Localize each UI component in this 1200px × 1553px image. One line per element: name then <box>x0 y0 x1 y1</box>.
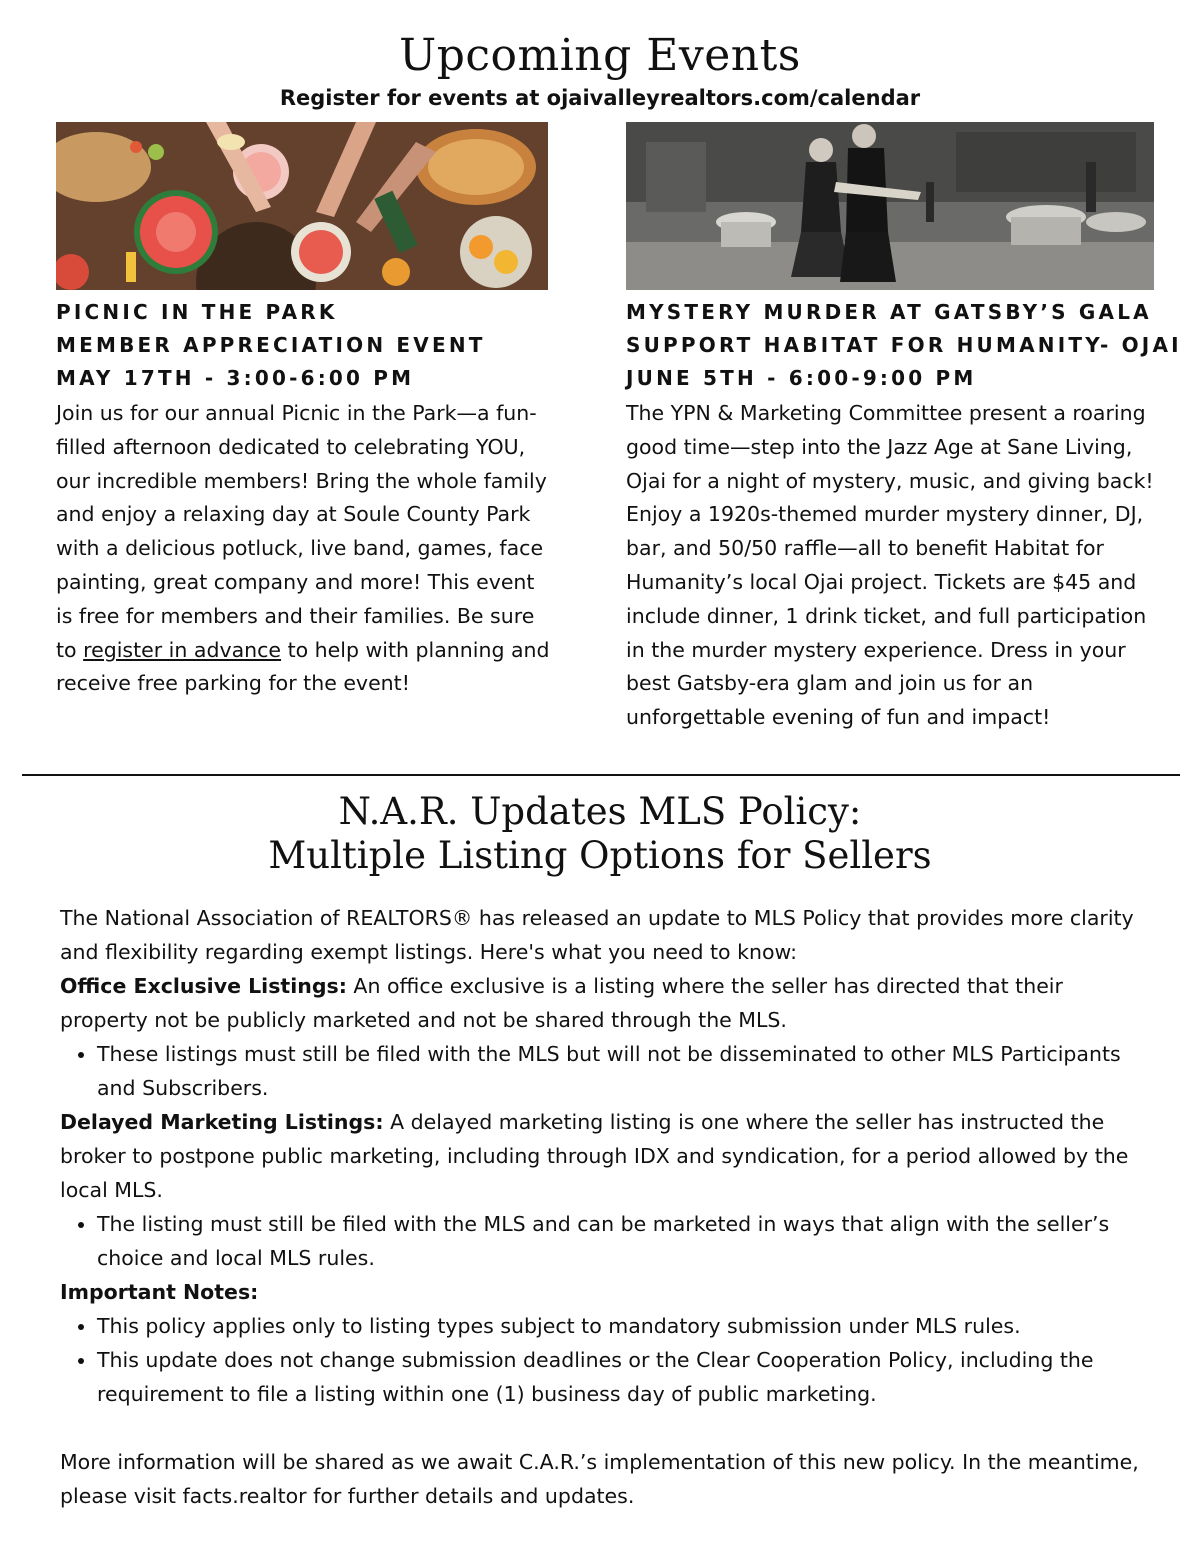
office-exclusive-text: An office exclusive is a listing where the seller has directed that their property not be publicly marketed and not be shared through the MLS. <box>60 974 1063 1032</box>
event-date: JUNE 5TH - 6:00-9:00 PM <box>626 366 977 390</box>
list-item: • This policy applies only to listing types subject to mandatory submission under MLS rules. <box>97 1309 1150 1343</box>
picnic-photo <box>56 122 548 290</box>
list-item: • The listing must still be filed with the MLS and can be marketed in ways that align with the seller’s choice and local MLS rules. <box>97 1207 1150 1275</box>
closing-paragraph: More information will be shared as we await C.A.R.’s implementation of this new policy. In the meantime, please visit facts.realtor for further details and updates. <box>60 1450 1139 1508</box>
event-date: MAY 17TH - 3:00-6:00 PM <box>56 366 415 390</box>
event-description-text-end: to help with planning and receive free parking for the event! <box>56 637 550 696</box>
article-intro: The National Association of REALTORS® has released an update to MLS Policy that provides more clarity and flexibility regarding exempt listings. Here's what you need to know: <box>60 906 1134 964</box>
event-subheading: MEMBER APPRECIATION EVENT <box>56 333 486 357</box>
office-exclusive-list <box>60 1037 1150 1105</box>
delayed-marketing-text: A delayed marketing listing is one where the seller has instructed the broker to postpone public marketing, including through IDX and syndication, for a period allowed by the local MLS. <box>60 1110 1129 1202</box>
list-item: • These listings must still be filed with the MLS but will not be disseminated to other MLS Participants and Subscribers. <box>97 1037 1150 1105</box>
article-title-line1: N.A.R. Updates MLS Policy: <box>338 790 862 833</box>
office-exclusive-label: Office Exclusive Listings: <box>60 974 347 998</box>
page-title: Upcoming Events <box>399 30 801 81</box>
important-notes-list <box>60 1309 1150 1411</box>
event-subheading: SUPPORT HABITAT FOR HUMANITY- OJAI <box>626 333 1182 357</box>
office-exclusive-paragraph <box>60 969 1150 1037</box>
event-description: The YPN & Marketing Committee present a roaring good time—step into the Jazz Age at Sane Living, Ojai for a night of mystery, music, and giving back! Enjoy a 1920s-themed murder mystery dinner, DJ, bar, and 50/50 raffle—all to benefit Habitat for Humanity’s local Ojai project. Tickets are $45 and include dinner, 1 drink ticket, and full participation in the murder mystery experience. Dress in your best Gatsby-era glam and join us for an unforgettable evening of fun and impact! <box>626 401 1154 730</box>
event-gatsby <box>626 296 1182 735</box>
article-title-line2: Multiple Listing Options for Sellers <box>268 834 932 877</box>
article-body <box>60 901 1150 1513</box>
important-notes-heading <box>60 1275 1150 1309</box>
event-heading: PICNIC IN THE PARK <box>56 300 338 324</box>
event-description <box>56 397 556 701</box>
important-notes-label: Important Notes: <box>60 1280 259 1304</box>
event-picnic <box>56 296 556 701</box>
delayed-marketing-label: Delayed Marketing Listings: <box>60 1110 384 1134</box>
register-subtitle: Register for events at ojaivalleyrealtors.com/calendar <box>279 86 921 110</box>
delayed-marketing-list <box>60 1207 1150 1275</box>
event-heading: MYSTERY MURDER AT GATSBY’S GALA <box>626 300 1152 324</box>
article-title <box>0 790 1200 878</box>
event-description-text: Join us for our annual Picnic in the Park—a fun-filled afternoon dedicated to celebrating YOU, our incredible members! Bring the whole family and enjoy a relaxing day at Soule County Park with a delicious potluck, live band, games, face painting, great company and more! This event is free for members and their families. Be sure to <box>56 401 547 662</box>
list-item: • This update does not change submission deadlines or the Clear Cooperation Policy, including the requirement to file a listing within one (1) business day of public marketing. <box>97 1343 1150 1411</box>
section-divider <box>22 774 1180 776</box>
register-link[interactable]: register in advance <box>83 637 282 662</box>
delayed-marketing-paragraph <box>60 1105 1150 1207</box>
gatsby-photo <box>626 122 1154 290</box>
